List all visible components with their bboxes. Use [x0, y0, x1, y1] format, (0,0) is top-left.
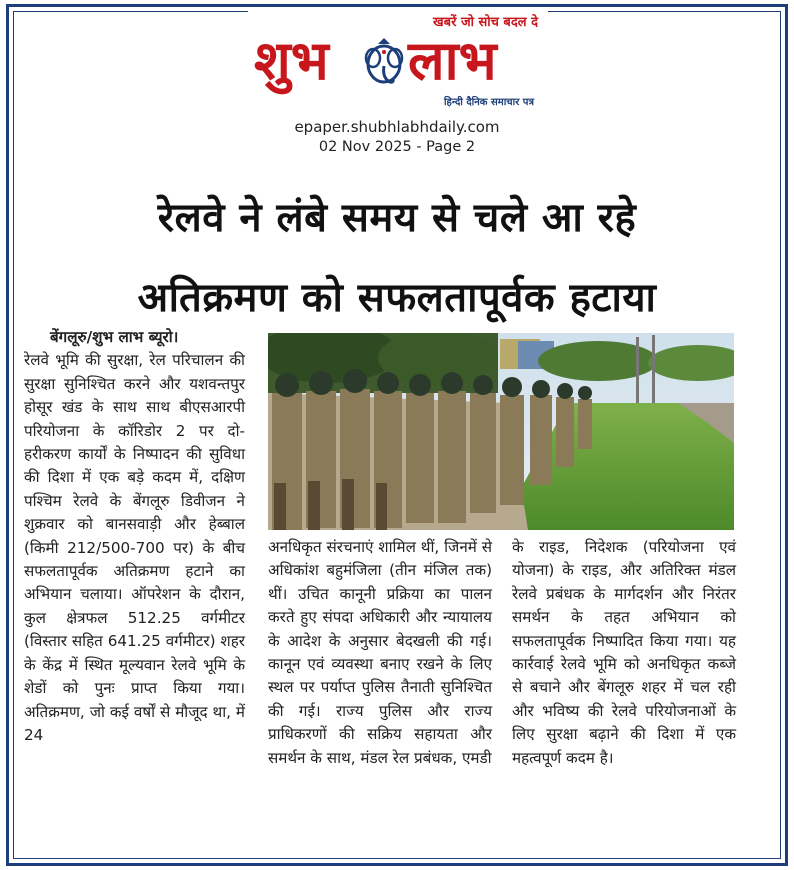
headline-line-2: अतिक्रमण को सफलतापूर्वक हटाया — [137, 275, 657, 321]
article-column-1 — [24, 326, 245, 747]
police-deployment-photo — [268, 333, 734, 530]
headline-line-1: रेलवे ने लंबे समय से चले आ रहे — [157, 195, 637, 241]
ganesha-emblem-icon — [360, 36, 408, 88]
article-column-2: अनधिकृत संरचनाएं शामिल थीं, जिनमें से अधिकांश बहुमंजिला (तीन मंजिल तक) थीं। उचित कानूनी प्रक्रिया का पालन करते हुए संपदा अधिकारी और न्यायालय के आदेश के अनुसार बेदखली की गई। कानून एवं व्यवस्था बनाए रखने के लिए स्थल पर पर्याप्त पुलिस तैनाती सुनिश्चित की गई। राज्य पुलिस और राज्य प्राधिकरणों की सक्रिय सहायता और समर्थन के साथ, मंडल रेल प्रबंधक, एमडी — [268, 538, 492, 767]
masthead-subtitle: हिन्दी दैनिक समाचार पत्र — [443, 97, 534, 108]
article-column-1-text: रेलवे भूमि की सुरक्षा, रेल परिचालन की सुरक्षा सुनिश्चित करने और यशवन्तपुर होसूर खंड के साथ साथ बीएसआरपी परियोजना के कॉरिडोर 2 पर दो-हरीकरण कार्यों के निष्पादन की सुविधा की दिशा में एक बड़े कदम में, दक्षिण पश्चिम रेलवे के बेंगलूरु डिवीजन ने शुक्रवार को बानसवाड़ी और हेब्बाल (किमी 212/500-700 पर) के बीच सफलतापूर्वक अतिक्रमण हटाने का अभियान चलाया। ऑपरेशन के दौरान, कुल क्षेत्रफल 512.25 वर्गमीटर (विस्तार सहित 641.25 वर्गमीटर) शहर के केंद्र में स्थित मूल्यवान रेलवे भूमि के शेडों को पुनः प्राप्त किया गया। अतिक्रमण, जो कई वर्षों से मौजूद था, में 24 — [24, 351, 245, 744]
masthead-logo[interactable] — [248, 8, 548, 112]
article-byline: बेंगलूरु/शुभ लाभ ब्यूरो। — [50, 328, 179, 346]
article-photo — [268, 333, 734, 530]
article-column-3: के राइड, निदेशक (परियोजना एवं योजना) के राइड, और अतिरिक्त मंडल रेलवे प्रबंधक के मार्गदर्शन और निरंतर समर्थन के तहत अभियान को सफलतापूर्वक निष्पादित किया गया। यह कार्रवाई रेलवे भूमि को अनधिकृत कब्जे से बचाने और बेंगलूरु शहर में चल रही और भविष्य की रेलवे परियोजनाओं के लिए सुरक्षा बढ़ाने की दिशा में एक महत्वपूर्ण कदम है। — [512, 538, 736, 767]
masthead-tagline: खबरें जो सोच बदल दे — [433, 15, 538, 30]
masthead-title-part2: लाभ — [408, 28, 497, 92]
edition-date-page: 02 Nov 2025 - Page 2 — [318, 139, 476, 155]
masthead-title-part1: शुभ — [254, 28, 329, 92]
epaper-site[interactable]: epaper.shubhlabhdaily.com — [294, 118, 500, 136]
